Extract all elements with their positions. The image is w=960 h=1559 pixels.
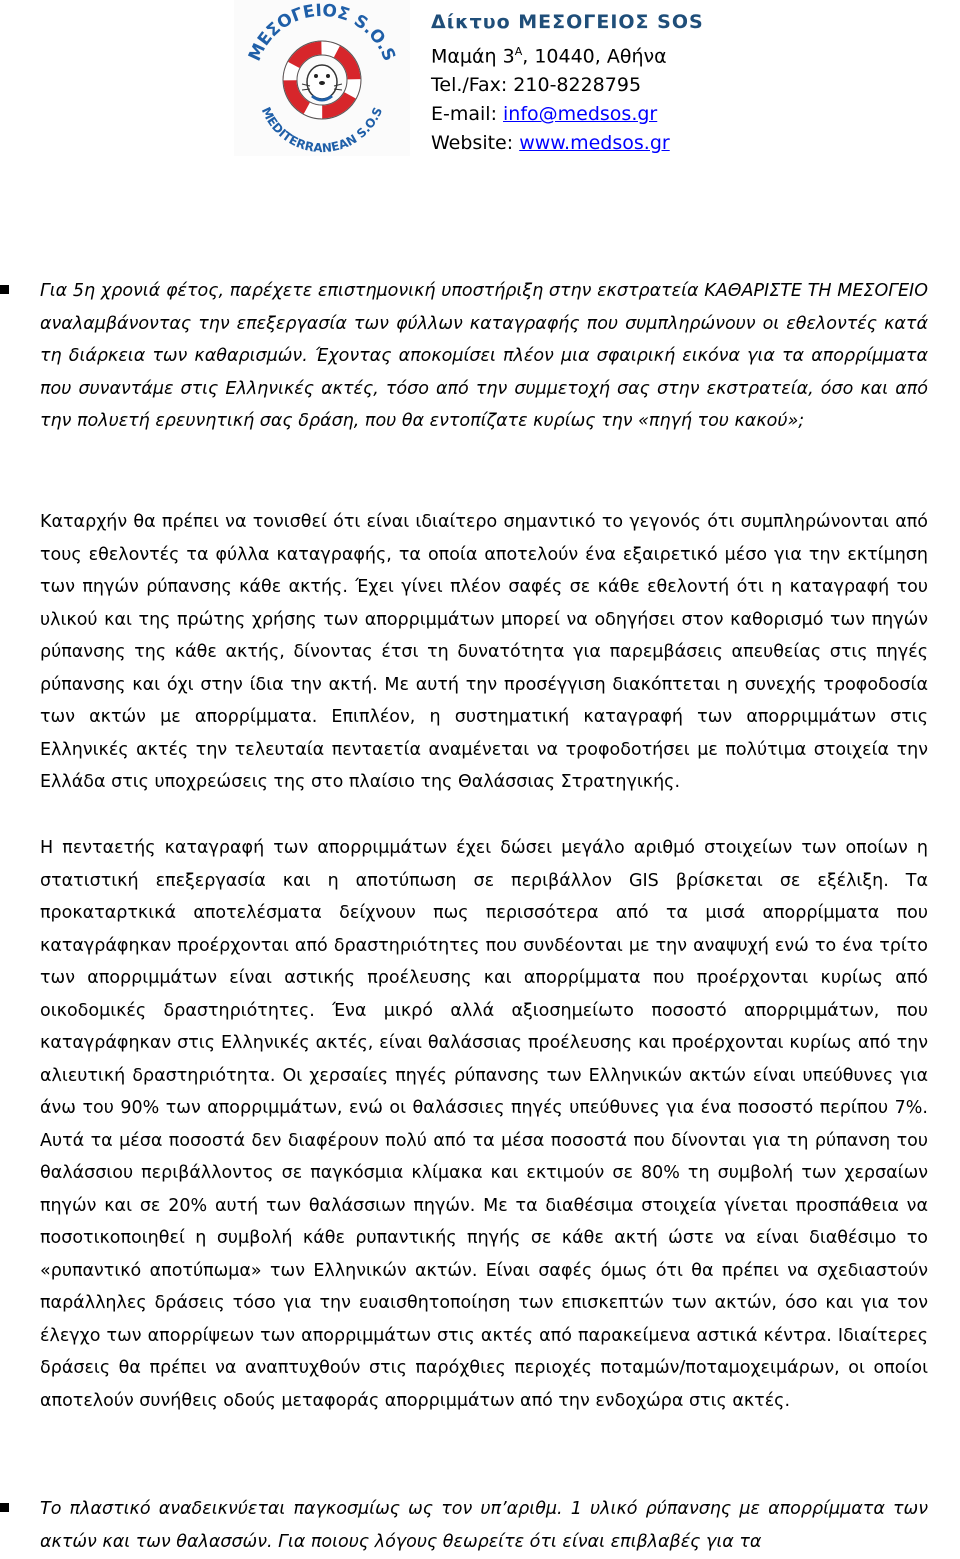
- answer-paragraph-1: Καταρχήν θα πρέπει να τονισθεί ότι είναι ιδιαίτερο σημαντικό το γεγονός ότι συμπληρώνονται από τους εθελοντές τα φύλλα καταγραφής, τα οποία αποτελούν ένα εξαιρετικό μέσο για την εκτίμηση των πηγών ρύπανσης κάθε ακτής. Έχει γίνει πλέον σαφές σε κάθε εθελοντή ότι η καταγραφή του υλικού και της πρώτης χρήσης των απορριμμάτων μπορεί να οδηγήσει στον καθορισμό των πηγών ρύπανσης της κάθε ακτής, δίνοντας έτσι τη δυνατότητα για παρεμβάσεις απευθείας στις πηγές ρύπανσης και όχι στην ίδια την ακτή. Με αυτή την προσέγγιση διακόπτεται η συνεχής τροφοδοσία των ακτών με απορρίμματα. Επιπλέον, η συστηματική καταγραφή των απορριμμάτων στις Ελληνικές ακτές την τελευταία πενταετία αναμένεται να τροφοδοτήσει με πολύτιμα στοιχεία την Ελλάδα στις υποχρεώσεις της στο πλαίσιο της Θαλάσσιας Στρατηγικής.: [40, 512, 928, 792]
- svg-text:ΜΕΣΟΓΕΙΟΣ S.O.S: ΜΕΣΟΓΕΙΟΣ S.O.S: [244, 0, 400, 65]
- medsos-logo: [234, 0, 410, 156]
- website-line: [431, 129, 704, 158]
- email-label: E-mail:: [431, 103, 504, 126]
- address-street: Μαμάη 3: [431, 45, 515, 68]
- address-city: , 10440, Αθήνα: [522, 45, 667, 68]
- answer-paragraph-2: Η πενταετής καταγραφή των απορριμμάτων έχει δώσει μεγάλο αριθμό στοιχείων των οποίων η στατιστική επεξεργασία και η αποτύπωση σε περιβάλλον GIS βρίσκεται σε εξέλιξη. Τα προκαταρτκικά αποτελέσματα δείχνουν πως περισσότερα από τα μισά απορρίμματα που καταγράφηκαν προέρχονται από δραστηριότητες που συνδέονται με την αναψυχή ενώ το ένα τρίτο των απορριμμάτων είναι αστικής προέλευσης και απορρίμματα που προέρχονται κυρίως από οικοδομικές δραστηριότητες. Ένα μικρό αλλά αξιοσημείωτο ποσοστό απορριμμάτων, που καταγράφηκαν στις Ελληνικές ακτές, είναι θαλάσσιας προέλευσης και προέρχονται κυρίως από την αλιευτική δραστηριότητα. Οι χερσαίες πηγές ρύπανσης των Ελληνικών ακτών είναι υπεύθυνες για άνω του 90% των απορριμμάτων, ενώ οι θαλάσσιες πηγές υπεύθυνες για ένα ποσοστό περίπου 7%. Αυτά τα μέσα ποσοστά δεν διαφέρουν πολύ από τα μέσα ποσοστά που δίνονται για τη ρύπανση του θαλάσσιου περιβάλλοντος σε παγκόσμια κλίμακα και εκτιμούν σε 80% τη συμβολή των χερσαίων πηγών και σε 20% αυτή των θαλάσσιων πηγών. Με τα διαθέσιμα στοιχεία γίνεται προσπάθεια να ποσοτικοποιηθεί η συμβολή κάθε ρυπαντικής πηγής σε κάθε ακτή ώστε να είναι διαθέσιμο το «ρυπαντικό αποτύπωμα» των Ελληνικών ακτών. Είναι σαφές όμως ότι θα πρέπει να σχεδιαστούν παράλληλες δράσεις τόσο για την ευαισθητοποίηση των επισκεπτών των ακτών, όσο και για τον έλεγχο των απορρίψεων των απορριμμάτων στις ακτές από παρακείμενα αστικά κέντρα. Ιδιαίτερες δράσεις θα πρέπει να αναπτυχθούν στις παρόχθιες περιοχές ποταμών/ποταμοχειμάρων, οι οποίοι αποτελούν συνήθεις οδούς μεταφοράς απορριμμάτων από την ενδοχώρα στις ακτές.: [40, 838, 928, 1411]
- bullet-icon: [0, 1503, 9, 1512]
- question-1: Για 5η χρονιά φέτος, παρέχετε επιστημονική υποστήριξη στην εκστρατεία ΚΑΘΑΡΙΣΤΕ ΤΗ ΜΕΣΟΓΕΙΟ αναλαμβάνοντας την επεξεργασία των φύλλων καταγραφής που συμπληρώνουν οι εθελοντές κατά τη διάρκεια των καθαρισμών. Έχοντας αποκομίσει πλέον μια σφαιρική εικόνα για τα απορρίμματα που συναντάμε στις Ελληνικές ακτές, τόσο από την συμμετοχή σας στην εκστρατεία, όσο και από την πολυετή ερευνητική σας δράση, που θα εντοπίζατε κυρίως την «πηγή του κακού»;: [40, 281, 928, 431]
- email-line: [431, 100, 704, 129]
- letterhead: [431, 8, 704, 158]
- address-superscript: Α: [514, 45, 523, 58]
- question-2: Το πλαστικό αναδεικνύεται παγκοσμίως ως τον υπ’αριθμ. 1 υλικό ρύπανσης με απορρίμματα των ακτών και των θαλασσών. Για ποιους λόγους θεωρείτε ότι είναι επιβλαβές για τα: [40, 1499, 928, 1552]
- email-link[interactable]: info@medsos.gr: [503, 103, 658, 126]
- organization-name: Δίκτυο ΜΕΣΟΓΕΙΟΣ SOS: [431, 11, 704, 33]
- website-label: Website:: [431, 132, 520, 155]
- telephone-fax: Tel./Fax: 210-8228795: [431, 74, 642, 97]
- bullet-icon: [0, 285, 9, 294]
- website-link[interactable]: www.medsos.gr: [519, 132, 670, 155]
- address: [431, 37, 704, 71]
- svg-text:MEDITERRANEAN S.O.S: MEDITERRANEAN S.O.S: [258, 104, 386, 156]
